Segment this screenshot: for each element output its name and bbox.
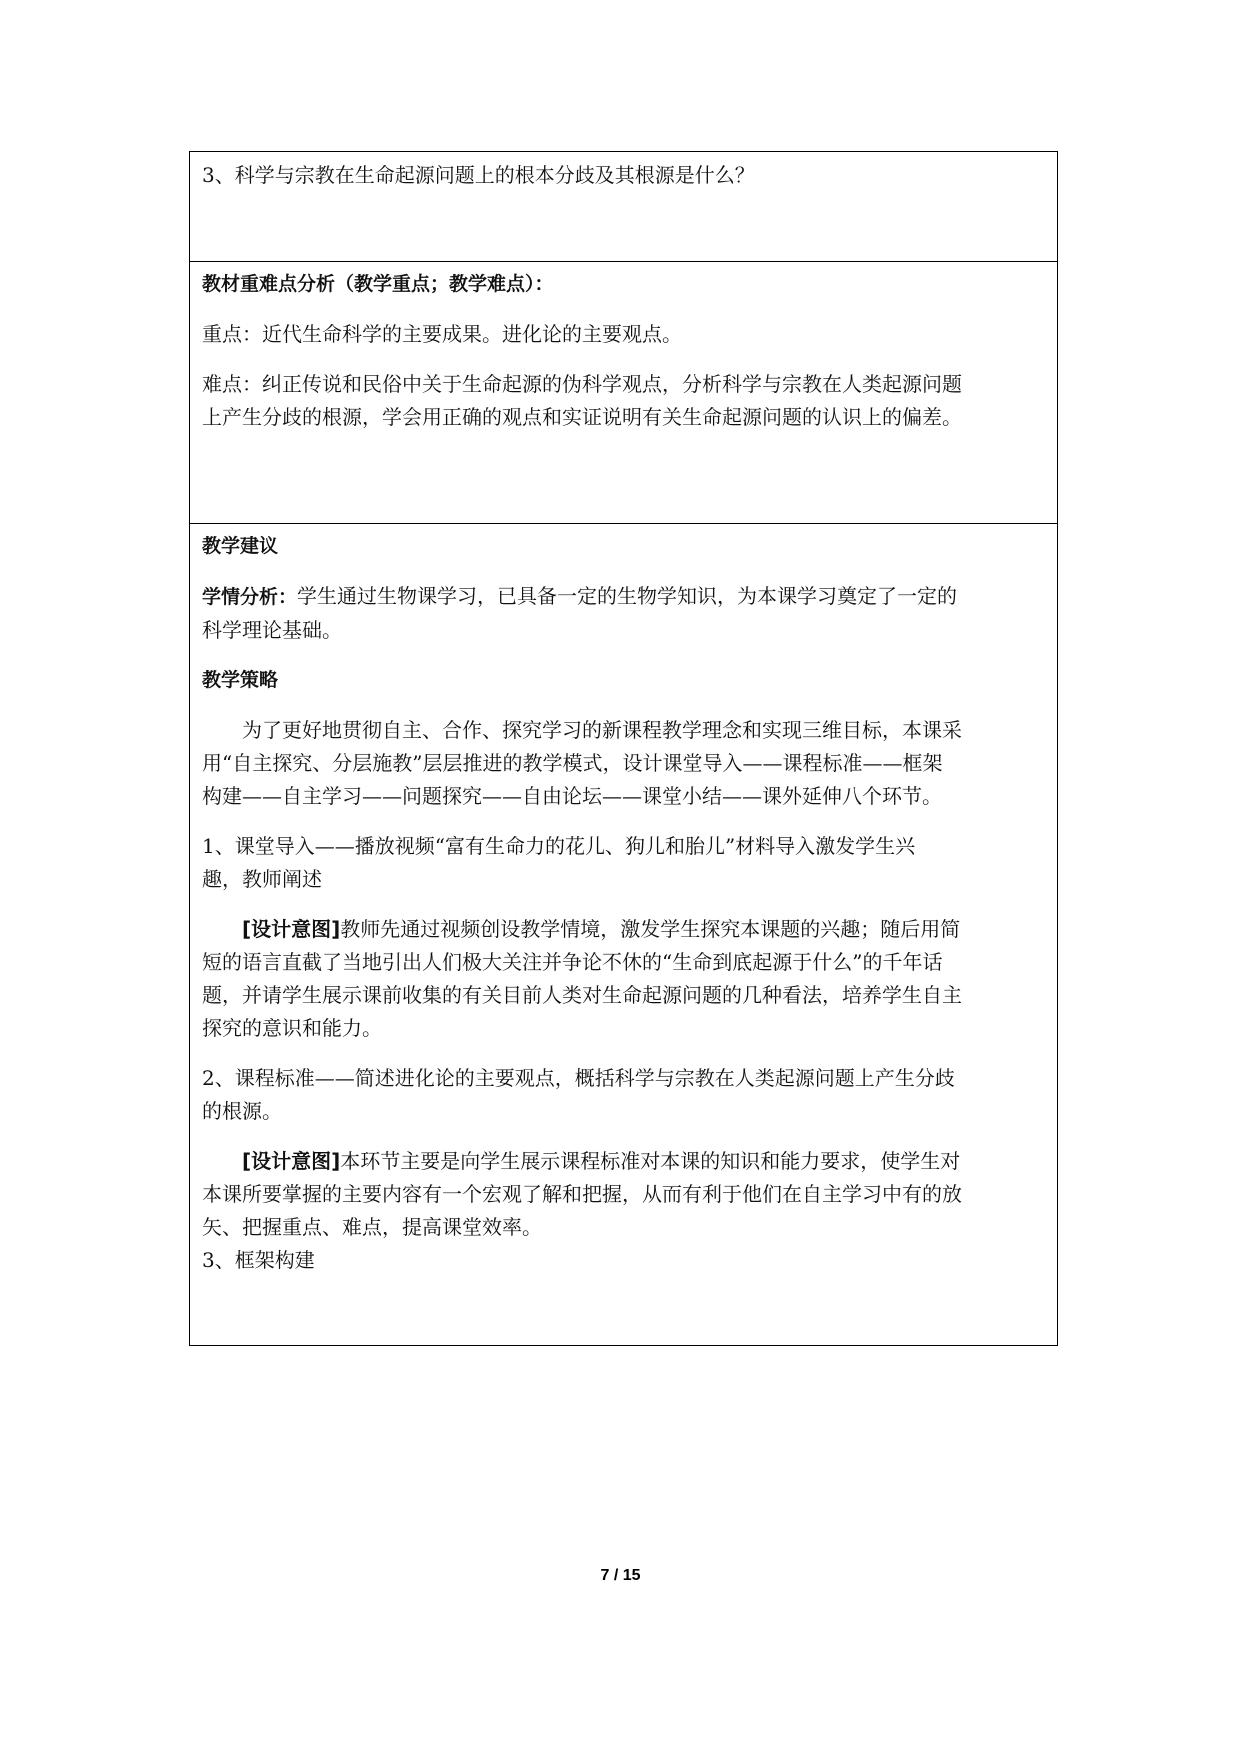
strategy-line-2: 用“自主探究、分层施教”层层推进的教学模式，设计课堂导入——课程标准——框架 xyxy=(202,751,943,775)
step-3: 3、框架构建 xyxy=(202,1248,315,1272)
key-points: 重点：近代生命科学的主要成果。进化论的主要观点。 xyxy=(202,322,682,346)
difficulties-line-2: 上产生分歧的根源，学会用正确的观点和实证说明有关生命起源问题的认识上的偏差。 xyxy=(202,405,962,429)
analysis-cell xyxy=(190,261,1057,523)
learner-analysis-line-1 xyxy=(202,580,1037,614)
strategy-line-1: 为了更好地贯彻自主、合作、探究学习的新课程教学理念和实现三维目标，本课采 xyxy=(242,718,962,742)
page-number: 7 / 15 xyxy=(600,1567,641,1584)
intent-1-line-4: 探究的意识和能力。 xyxy=(202,1016,382,1040)
intent-1-line-3: 题，并请学生展示课前收集的有关目前人类对生命起源问题的几种看法，培养学生自主 xyxy=(202,983,962,1007)
suggestion-heading: 教学建议 xyxy=(202,535,279,557)
intent-2-line-2: 本课所要掌握的主要内容有一个宏观了解和把握，从而有利于他们在自主学习中有的放 xyxy=(202,1182,962,1206)
intent-2-line-1 xyxy=(202,1145,1037,1178)
design-intent-label: [设计意图] xyxy=(242,1149,341,1173)
lesson-plan-table xyxy=(189,151,1058,1346)
step-1-line-1: 1、课堂导入——播放视频“富有生命力的花儿、狗儿和胎儿”材料导入激发学生兴 xyxy=(202,834,916,858)
strategy-heading: 教学策略 xyxy=(202,669,279,691)
design-intent-label: [设计意图] xyxy=(242,917,341,941)
intent-1-line-2: 短的语言直截了当地引出人们极大关注并争论不休的“生命到底起源于什么”的千年话 xyxy=(202,950,943,974)
intent-2-line-3: 矢、把握重点、难点，提高课堂效率。 xyxy=(202,1215,542,1239)
learner-analysis-label: 学情分析： xyxy=(202,586,298,608)
question-item-3: 3、科学与宗教在生命起源问题上的根本分歧及其根源是什么？ xyxy=(202,163,755,187)
strategy-line-3: 构建——自主学习——问题探究——自由论坛——课堂小结——课外延伸八个环节。 xyxy=(202,784,942,808)
difficulties-line-1: 难点：纠正传说和民俗中关于生命起源的伪科学观点，分析科学与宗教在人类起源问题 xyxy=(202,372,962,396)
step-2-line-2: 的根源。 xyxy=(202,1099,282,1123)
learner-analysis-line-2: 科学理论基础。 xyxy=(202,618,342,642)
question-cell xyxy=(190,152,1057,261)
step-1-line-2: 趣，教师阐述 xyxy=(202,867,322,891)
analysis-heading: 教材重难点分析（教学重点；教学难点）： xyxy=(202,273,554,295)
step-2-line-1: 2、课程标准——简述进化论的主要观点，概括科学与宗教在人类起源问题上产生分歧 xyxy=(202,1066,955,1090)
intent-1-text: 教师先通过视频创设教学情境，激发学生探究本课题的兴趣；随后用简 xyxy=(340,917,961,941)
intent-1-line-1 xyxy=(202,913,1037,946)
learner-analysis-text: 学生通过生物课学习，已具备一定的生物学知识，为本课学习奠定了一定的 xyxy=(297,584,958,608)
intent-2-text: 本环节主要是向学生展示课程标准对本课的知识和能力要求，使学生对 xyxy=(340,1149,961,1173)
suggestion-cell xyxy=(190,523,1057,1345)
